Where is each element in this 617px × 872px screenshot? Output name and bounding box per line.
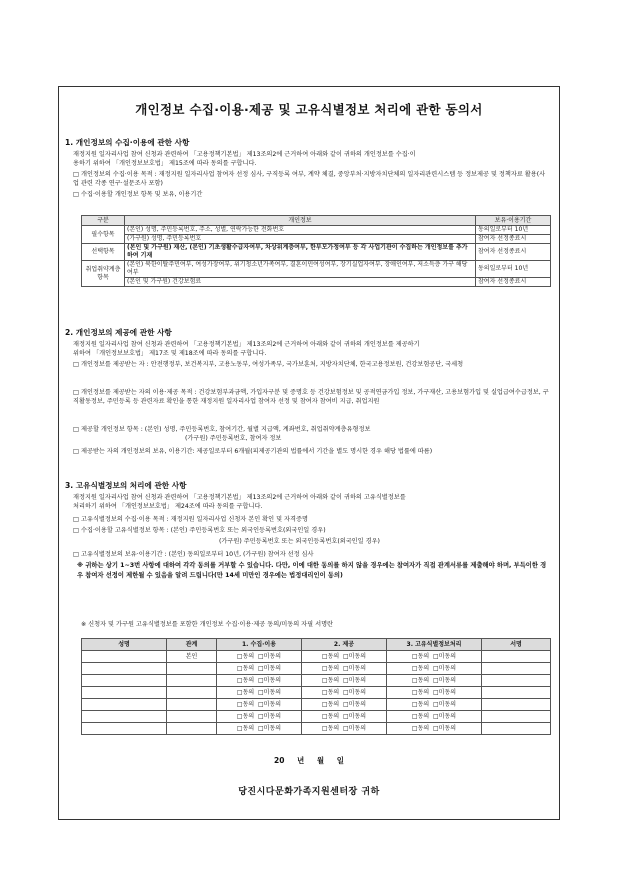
disagree-checkbox[interactable]: □미동의 bbox=[343, 664, 367, 672]
disagree-checkbox[interactable]: □미동의 bbox=[433, 664, 457, 672]
consent-choice-cell bbox=[217, 723, 302, 735]
signature-row bbox=[82, 699, 551, 711]
section-1-purpose: □ 개인정보의 수집·이용 목적 : 재정지원 일자리사업 참여자 선정 심사, 구직등록 여부, 계약 체결, 중앙부처·지방자치단체의 일자리관련시스템 등 정보제공 및 정책자료 활용(사업 관련 각종 연구·설문조사 포함) bbox=[73, 171, 546, 187]
agree-checkbox[interactable]: □동의 bbox=[321, 676, 340, 684]
section-2-intro: 재정지원 일자리사업 참여 신청과 관련하여 「고용정책기본법」 제13조의2에 근거하여 아래와 같이 귀하의 개인정보를 제공하기 위하여 「개인정보보호법」 제17조 및 제18조에 따라 동의를 구합니다. bbox=[73, 341, 420, 357]
signature-cell[interactable] bbox=[482, 723, 551, 735]
consent-choice-cell bbox=[302, 723, 387, 735]
disagree-checkbox[interactable]: □미동의 bbox=[258, 664, 282, 672]
page-title: 개인정보 수집·이용·제공 및 고유식별정보 처리에 관한 동의서 bbox=[135, 102, 483, 117]
consent-choice-cell bbox=[302, 663, 387, 675]
consent-choice-cell bbox=[302, 651, 387, 663]
section-3-period: □ 고유식별정보의 보유·이용기간 : (본인) 동의일로부터 10년, (가구원) 참여자 선정 심사 bbox=[73, 551, 314, 558]
name-cell[interactable] bbox=[82, 663, 167, 675]
signature-row bbox=[82, 687, 551, 699]
table-row: 선택항목 (본인 및 가구원) 재산, (본인) 기초생활수급자여부, 차상위계층여부, 한부모가정여부 등 각 사업기관이 수집하는 개인정보를 추가하여 기재 참여자 선정종료시 bbox=[82, 244, 551, 261]
consent-choice-cell bbox=[387, 687, 482, 699]
consent-form bbox=[58, 86, 560, 820]
signature-row bbox=[82, 675, 551, 687]
col-provision: 2. 제공 bbox=[302, 639, 387, 651]
section-1-intro: 재정지원 일자리사업 참여 신청과 관련하여 「고용정책기본법」 제13조의2에 근거하여 아래와 같이 귀하의 개인정보를 수집·이 용하기 위하여 「개인정보보호법」 제15조에 따라 동의를 구합니다. bbox=[73, 151, 416, 167]
signature-caption: ※ 신청자 및 가구원 고유식별정보를 포함한 개인정보 수집·이용·제공 동의/미동의 자필 서명란 bbox=[81, 621, 334, 628]
consent-choice-cell bbox=[217, 651, 302, 663]
consent-choice-cell bbox=[302, 675, 387, 687]
table-row: 필수항목 (본인) 성명, 주민등록번호, 주소, 성별, 연락가능한 전화번호 동의일로부터 10년 bbox=[82, 226, 551, 235]
table-row: (가구원) 성명, 주민등록번호 참여자 선정종료시 bbox=[82, 235, 551, 244]
disagree-checkbox[interactable]: □미동의 bbox=[433, 712, 457, 720]
consent-choice-cell bbox=[302, 699, 387, 711]
relation-cell[interactable] bbox=[167, 687, 217, 699]
agree-checkbox[interactable]: □동의 bbox=[411, 724, 430, 732]
collection-items-table bbox=[81, 215, 551, 287]
signature-row bbox=[82, 663, 551, 675]
section-3-intro: 재정지원 일자리사업 참여 신청과 관련하여 「고용정책기본법」 제13조의2에 근거하여 아래와 같이 귀하의 고유식별정보를 처리하기 위하여 「개인정보보호법」 제24조에 따라 동의를 구합니다. bbox=[73, 494, 406, 510]
section-2-recipients: □ 개인정보를 제공받는 자 : 안전행정부, 보건복지부, 고용노동부, 여성가족부, 국가보훈처, 지방자치단체, 한국고용정보원, 건강보험공단, 국세청 bbox=[73, 361, 464, 368]
relation-cell[interactable] bbox=[167, 663, 217, 675]
signature-table bbox=[81, 638, 551, 735]
agree-checkbox[interactable]: □동의 bbox=[411, 676, 430, 684]
date-line: 20 년 월 일 bbox=[273, 756, 344, 765]
col-period: 보유·이용기간 bbox=[476, 216, 551, 226]
disagree-checkbox[interactable]: □미동의 bbox=[343, 652, 367, 660]
consent-choice-cell bbox=[387, 711, 482, 723]
disagree-checkbox[interactable]: □미동의 bbox=[258, 688, 282, 696]
disagree-checkbox[interactable]: □미동의 bbox=[433, 724, 457, 732]
signature-row bbox=[82, 651, 551, 663]
disagree-checkbox[interactable]: □미동의 bbox=[343, 688, 367, 696]
col-name: 성명 bbox=[82, 639, 167, 651]
agree-checkbox[interactable]: □동의 bbox=[236, 700, 255, 708]
agree-checkbox[interactable]: □동의 bbox=[411, 664, 430, 672]
name-cell[interactable] bbox=[82, 687, 167, 699]
refusal-notice: ※ 귀하는 상기 1~3번 사항에 대하여 각각 동의를 거부할 수 있습니다. 다만, 이에 대한 동의를 하지 않을 경우에는 참여자가 직접 관계서류를 제출해야 하며, 부득이한 경우 참여자 선정이 제한될 수 있음을 알려 드립니다(만 14세 미만인 경우에는 법정대리인이 동의) bbox=[77, 562, 547, 579]
agree-checkbox[interactable]: □동의 bbox=[321, 724, 340, 732]
consent-choice-cell bbox=[387, 699, 482, 711]
table-row: (본인 및 가구원) 건강보험료 참여자 선정종료시 bbox=[82, 278, 551, 287]
disagree-checkbox[interactable]: □미동의 bbox=[258, 652, 282, 660]
agree-checkbox[interactable]: □동의 bbox=[236, 676, 255, 684]
name-cell[interactable] bbox=[82, 651, 167, 663]
signature-row bbox=[82, 723, 551, 735]
agree-checkbox[interactable]: □동의 bbox=[236, 664, 255, 672]
disagree-checkbox[interactable]: □미동의 bbox=[343, 700, 367, 708]
disagree-checkbox[interactable]: □미동의 bbox=[433, 688, 457, 696]
consent-choice-cell bbox=[217, 699, 302, 711]
recipient-footer: 당진시다문화가족지원센터장 귀하 bbox=[238, 787, 380, 797]
agree-checkbox[interactable]: □동의 bbox=[321, 688, 340, 696]
disagree-checkbox[interactable]: □미동의 bbox=[343, 676, 367, 684]
section-3-purpose: □ 고유식별정보의 수집·이용 목적 : 재정지원 일자리사업 신청자 본인 확인 및 자격증명 bbox=[73, 516, 308, 523]
col-relation: 관계 bbox=[167, 639, 217, 651]
signature-cell[interactable] bbox=[482, 651, 551, 663]
section-2-purpose: □ 개인정보를 제공받는 자의 이용·제공 목적 : 건강보험부과금액, 가입자구분 및 증명호 등 건강보험정보 및 공적연금가입 정보, 가구재산, 고용보험가입 및 실업급여수급정보, 구직활동정보, 주민등록 등 관련자료 확인을 통한 재정지원 일자리사업 참여자 선정 및 참여자 참여비 지급, 취업지원 bbox=[73, 389, 549, 405]
agree-checkbox[interactable]: □동의 bbox=[236, 652, 255, 660]
signature-cell[interactable] bbox=[482, 687, 551, 699]
agree-checkbox[interactable]: □동의 bbox=[236, 712, 255, 720]
disagree-checkbox[interactable]: □미동의 bbox=[258, 712, 282, 720]
consent-choice-cell bbox=[387, 675, 482, 687]
consent-choice-cell bbox=[387, 651, 482, 663]
consent-choice-cell bbox=[217, 663, 302, 675]
disagree-checkbox[interactable]: □미동의 bbox=[433, 676, 457, 684]
disagree-checkbox[interactable]: □미동의 bbox=[343, 724, 367, 732]
consent-choice-cell bbox=[302, 711, 387, 723]
relation-cell[interactable] bbox=[167, 675, 217, 687]
relation-cell[interactable] bbox=[167, 723, 217, 735]
agree-checkbox[interactable]: □동의 bbox=[411, 688, 430, 696]
disagree-checkbox[interactable]: □미동의 bbox=[433, 700, 457, 708]
relation-cell[interactable] bbox=[167, 699, 217, 711]
signature-row bbox=[82, 711, 551, 723]
disagree-checkbox[interactable]: □미동의 bbox=[258, 676, 282, 684]
agree-checkbox[interactable]: □동의 bbox=[321, 652, 340, 660]
consent-choice-cell bbox=[217, 675, 302, 687]
signature-cell[interactable] bbox=[482, 699, 551, 711]
section-2-items: □ 제공할 개인정보 항목 : (본인) 성명, 주민등록번호, 참여기간, 월별 지급액, 계좌번호, 취업취약계층유형정보 bbox=[73, 426, 371, 433]
section-1-heading: 1. 개인정보의 수집·이용에 관한 사항 bbox=[65, 138, 190, 147]
col-signature: 서명 bbox=[482, 639, 551, 651]
name-cell[interactable] bbox=[82, 675, 167, 687]
signature-cell[interactable] bbox=[482, 675, 551, 687]
col-info: 개인정보 bbox=[125, 216, 476, 226]
section-2-heading: 2. 개인정보의 제공에 관한 사항 bbox=[65, 328, 172, 337]
agree-checkbox[interactable]: □동의 bbox=[321, 664, 340, 672]
consent-choice-cell bbox=[302, 687, 387, 699]
relation-cell[interactable]: 본인 bbox=[167, 651, 217, 663]
consent-choice-cell bbox=[217, 711, 302, 723]
disagree-checkbox[interactable]: □미동의 bbox=[343, 712, 367, 720]
section-1-items: □ 수집·이용할 개인정보 항목 및 보유, 이용기간 bbox=[73, 191, 203, 198]
section-3-items-household: (가구원) 주민등록번호 또는 외국인등록번호(외국인일 경우) bbox=[219, 538, 380, 545]
col-category: 구분 bbox=[82, 216, 125, 226]
section-3-heading: 3. 고유식별정보의 처리에 관한 사항 bbox=[65, 481, 187, 490]
agree-checkbox[interactable]: □동의 bbox=[321, 712, 340, 720]
agree-checkbox[interactable]: □동의 bbox=[321, 700, 340, 708]
relation-cell[interactable] bbox=[167, 711, 217, 723]
disagree-checkbox[interactable]: □미동의 bbox=[433, 652, 457, 660]
name-cell[interactable] bbox=[82, 723, 167, 735]
name-cell[interactable] bbox=[82, 711, 167, 723]
consent-choice-cell bbox=[387, 663, 482, 675]
agree-checkbox[interactable]: □동의 bbox=[411, 700, 430, 708]
consent-choice-cell bbox=[217, 687, 302, 699]
agree-checkbox[interactable]: □동의 bbox=[411, 652, 430, 660]
signature-cell[interactable] bbox=[482, 711, 551, 723]
section-3-items: □ 수집·이용할 고유식별정보 항목 : (본인) 주민등록번호 또는 외국인등록번호(외국인일 경우) bbox=[73, 527, 326, 534]
consent-choice-cell bbox=[387, 723, 482, 735]
disagree-checkbox[interactable]: □미동의 bbox=[258, 724, 282, 732]
signature-cell[interactable] bbox=[482, 663, 551, 675]
agree-checkbox[interactable]: □동의 bbox=[236, 724, 255, 732]
section-2-items-household: (가구원) 주민등록번호, 참여자 정보 bbox=[185, 435, 282, 442]
disagree-checkbox[interactable]: □미동의 bbox=[258, 700, 282, 708]
col-unique-id: 3. 고유식별정보처리 bbox=[387, 639, 482, 651]
section-2-period: □ 제공받는 자의 개인정보의 보유, 이용기간: 제공일로부터 6개월(피제공기관의 법률에서 기간을 별도 명시한 경우 해당 법률에 따름) bbox=[73, 448, 433, 455]
col-collection: 1. 수집·이용 bbox=[217, 639, 302, 651]
agree-checkbox[interactable]: □동의 bbox=[236, 688, 255, 696]
name-cell[interactable] bbox=[82, 699, 167, 711]
table-row: 취업취약계층항목 (본인) 북한이탈주민여부, 여성가장여부, 위기청소년가족여부, 결혼이민여성여부, 장기실업자여부, 장애인여부, 저소득층 가구 해당여부 동의일로부터 10년 bbox=[82, 261, 551, 278]
agree-checkbox[interactable]: □동의 bbox=[411, 712, 430, 720]
